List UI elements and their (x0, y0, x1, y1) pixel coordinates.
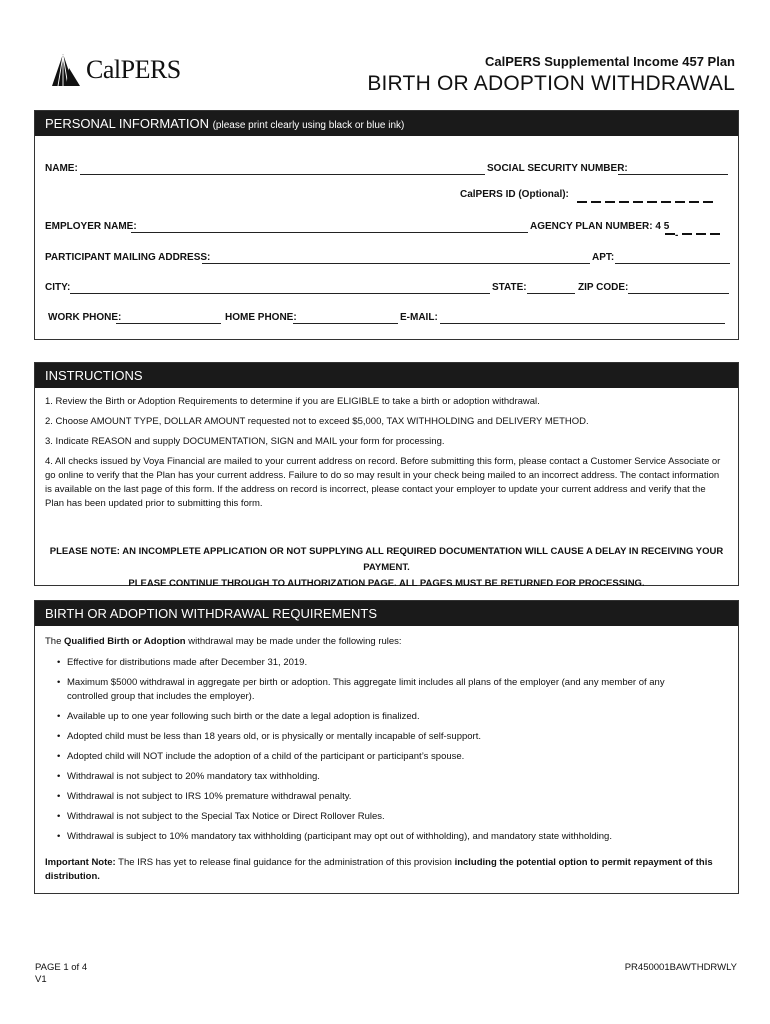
requirements-intro: The Qualified Birth or Adoption withdrawal may be made under the following rules: (45, 636, 402, 647)
note-line-1: PLEASE NOTE: AN INCOMPLETE APPLICATION OR NOT SUPPLYING ALL REQUIRED DOCUMENTATION WILL CAUSE A DELAY IN RECEIVING YOUR PAYMENT. (49, 546, 724, 573)
incomplete-application-note (35, 544, 738, 592)
instruction-item: 4. All checks issued by Voya Financial are mailed to your current address on record. Before submitting this form, please contact a Customer Service Associate or go online to verify that the Plan has your current address. Failure to do so may result in your check being mailed to an incorrect address. The contact information is available on the last page of this form. If the address on record is incorrect, please contact your employer to update your current address and verify that the Plan has been updated prior to submitting this form. (45, 456, 721, 509)
mailing-address-label: PARTICIPANT MAILING ADDRESS: (45, 252, 211, 263)
requirement-bullet: • Adopted child will NOT include the adoption of a child of the participant or participant’s spouse. (57, 750, 698, 764)
requirement-bullet: • Maximum $5000 withdrawal in aggregate per birth or adoption. This aggregate limit includes all plans of the employer (and any member of any controlled group that includes the employer). (57, 676, 698, 704)
instructions-header (35, 363, 738, 388)
version: V1 (35, 974, 47, 985)
requirements-section (34, 600, 739, 894)
requirement-bullet: • Effective for distributions made after December 31, 2019. (57, 656, 698, 670)
ssn-field[interactable] (618, 174, 728, 175)
employer-name-field[interactable] (131, 232, 528, 233)
personal-info-note: (please print clearly using black or blue ink) (212, 120, 405, 131)
note-line-2: PLEASE CONTINUE THROUGH TO AUTHORIZATION PAGE. ALL PAGES MUST BE RETURNED FOR PROCESSING. (128, 578, 645, 589)
home-phone-field[interactable] (293, 323, 398, 324)
email-field[interactable] (440, 323, 725, 324)
instruction-item: 2. Choose AMOUNT TYPE, DOLLAR AMOUNT requested not to exceed $5,000, TAX WITHHOLDING and DELIVERY METHOD. (45, 416, 589, 427)
email-label: E-MAIL: (400, 312, 438, 323)
requirement-bullet: • Withdrawal is not subject to 20% mandatory tax withholding. (57, 770, 698, 784)
personal-info-heading: PERSONAL INFORMATION (45, 116, 209, 131)
requirement-bullet: • Withdrawal is not subject to the Special Tax Notice or Direct Rollover Rules. (57, 810, 698, 824)
page-number: PAGE 1 of 4 (35, 962, 88, 973)
employer-name-label: EMPLOYER NAME: (45, 221, 137, 232)
work-phone-field[interactable] (116, 323, 221, 324)
requirement-bullet: • Withdrawal is subject to 10% mandatory tax withholding (participant may opt out of withholding), and mandatory state withholding. (57, 830, 698, 844)
instructions-heading: INSTRUCTIONS (45, 368, 143, 383)
apt-field[interactable] (615, 263, 730, 264)
form-title: BIRTH OR ADOPTION WITHDRAWAL (367, 72, 735, 95)
ssn-label: SOCIAL SECURITY NUMBER: (487, 163, 628, 174)
page-info (35, 962, 87, 986)
name-field[interactable] (80, 174, 485, 175)
apt-label: APT: (592, 252, 615, 263)
calpers-id-field[interactable] (573, 193, 713, 211)
plan-subtitle: CalPERS Supplemental Income 457 Plan (485, 54, 735, 69)
city-field[interactable] (70, 293, 490, 294)
city-label: CITY: (45, 282, 71, 293)
mailing-address-field[interactable] (202, 263, 590, 264)
calpers-logo-icon (50, 52, 84, 88)
agency-plan-field[interactable]: - (661, 225, 720, 243)
requirement-bullet: • Available up to one year following such birth or the date a legal adoption is finalized. (57, 710, 698, 724)
personal-info-header (35, 111, 738, 136)
calpers-id-label: CalPERS ID (Optional): (460, 189, 569, 200)
state-label: STATE: (492, 282, 527, 293)
zip-field[interactable] (628, 293, 729, 294)
calpers-logo (50, 52, 181, 88)
work-phone-label: WORK PHONE: (48, 312, 122, 323)
home-phone-label: HOME PHONE: (225, 312, 297, 323)
logo-wordmark: CalPERS (86, 55, 181, 84)
personal-information-section (34, 110, 739, 340)
requirement-bullet: • Adopted child must be less than 18 years old, or is physically or mentally incapable of self-support. (57, 730, 698, 744)
agency-plan-label: AGENCY PLAN NUMBER: 4 5 (530, 221, 670, 232)
instruction-item: 1. Review the Birth or Adoption Requirements to determine if you are ELIGIBLE to take a birth or adoption withdrawal. (45, 396, 540, 407)
instruction-item: 3. Indicate REASON and supply DOCUMENTATION, SIGN and MAIL your form for processing. (45, 436, 445, 447)
state-field[interactable] (527, 293, 575, 294)
requirements-header (35, 601, 738, 626)
zip-label: ZIP CODE: (578, 282, 629, 293)
name-label: NAME: (45, 163, 78, 174)
requirement-bullet: • Withdrawal is not subject to IRS 10% premature withdrawal penalty. (57, 790, 698, 804)
instructions-section (34, 362, 739, 589)
important-note: Important Note: The IRS has yet to release final guidance for the administration of this provision including the potential option to permit repayment of this distribution. (45, 857, 713, 882)
form-code: PR450001BAWTHDRWLY (624, 962, 737, 973)
requirements-heading: BIRTH OR ADOPTION WITHDRAWAL REQUIREMENTS (45, 606, 378, 621)
